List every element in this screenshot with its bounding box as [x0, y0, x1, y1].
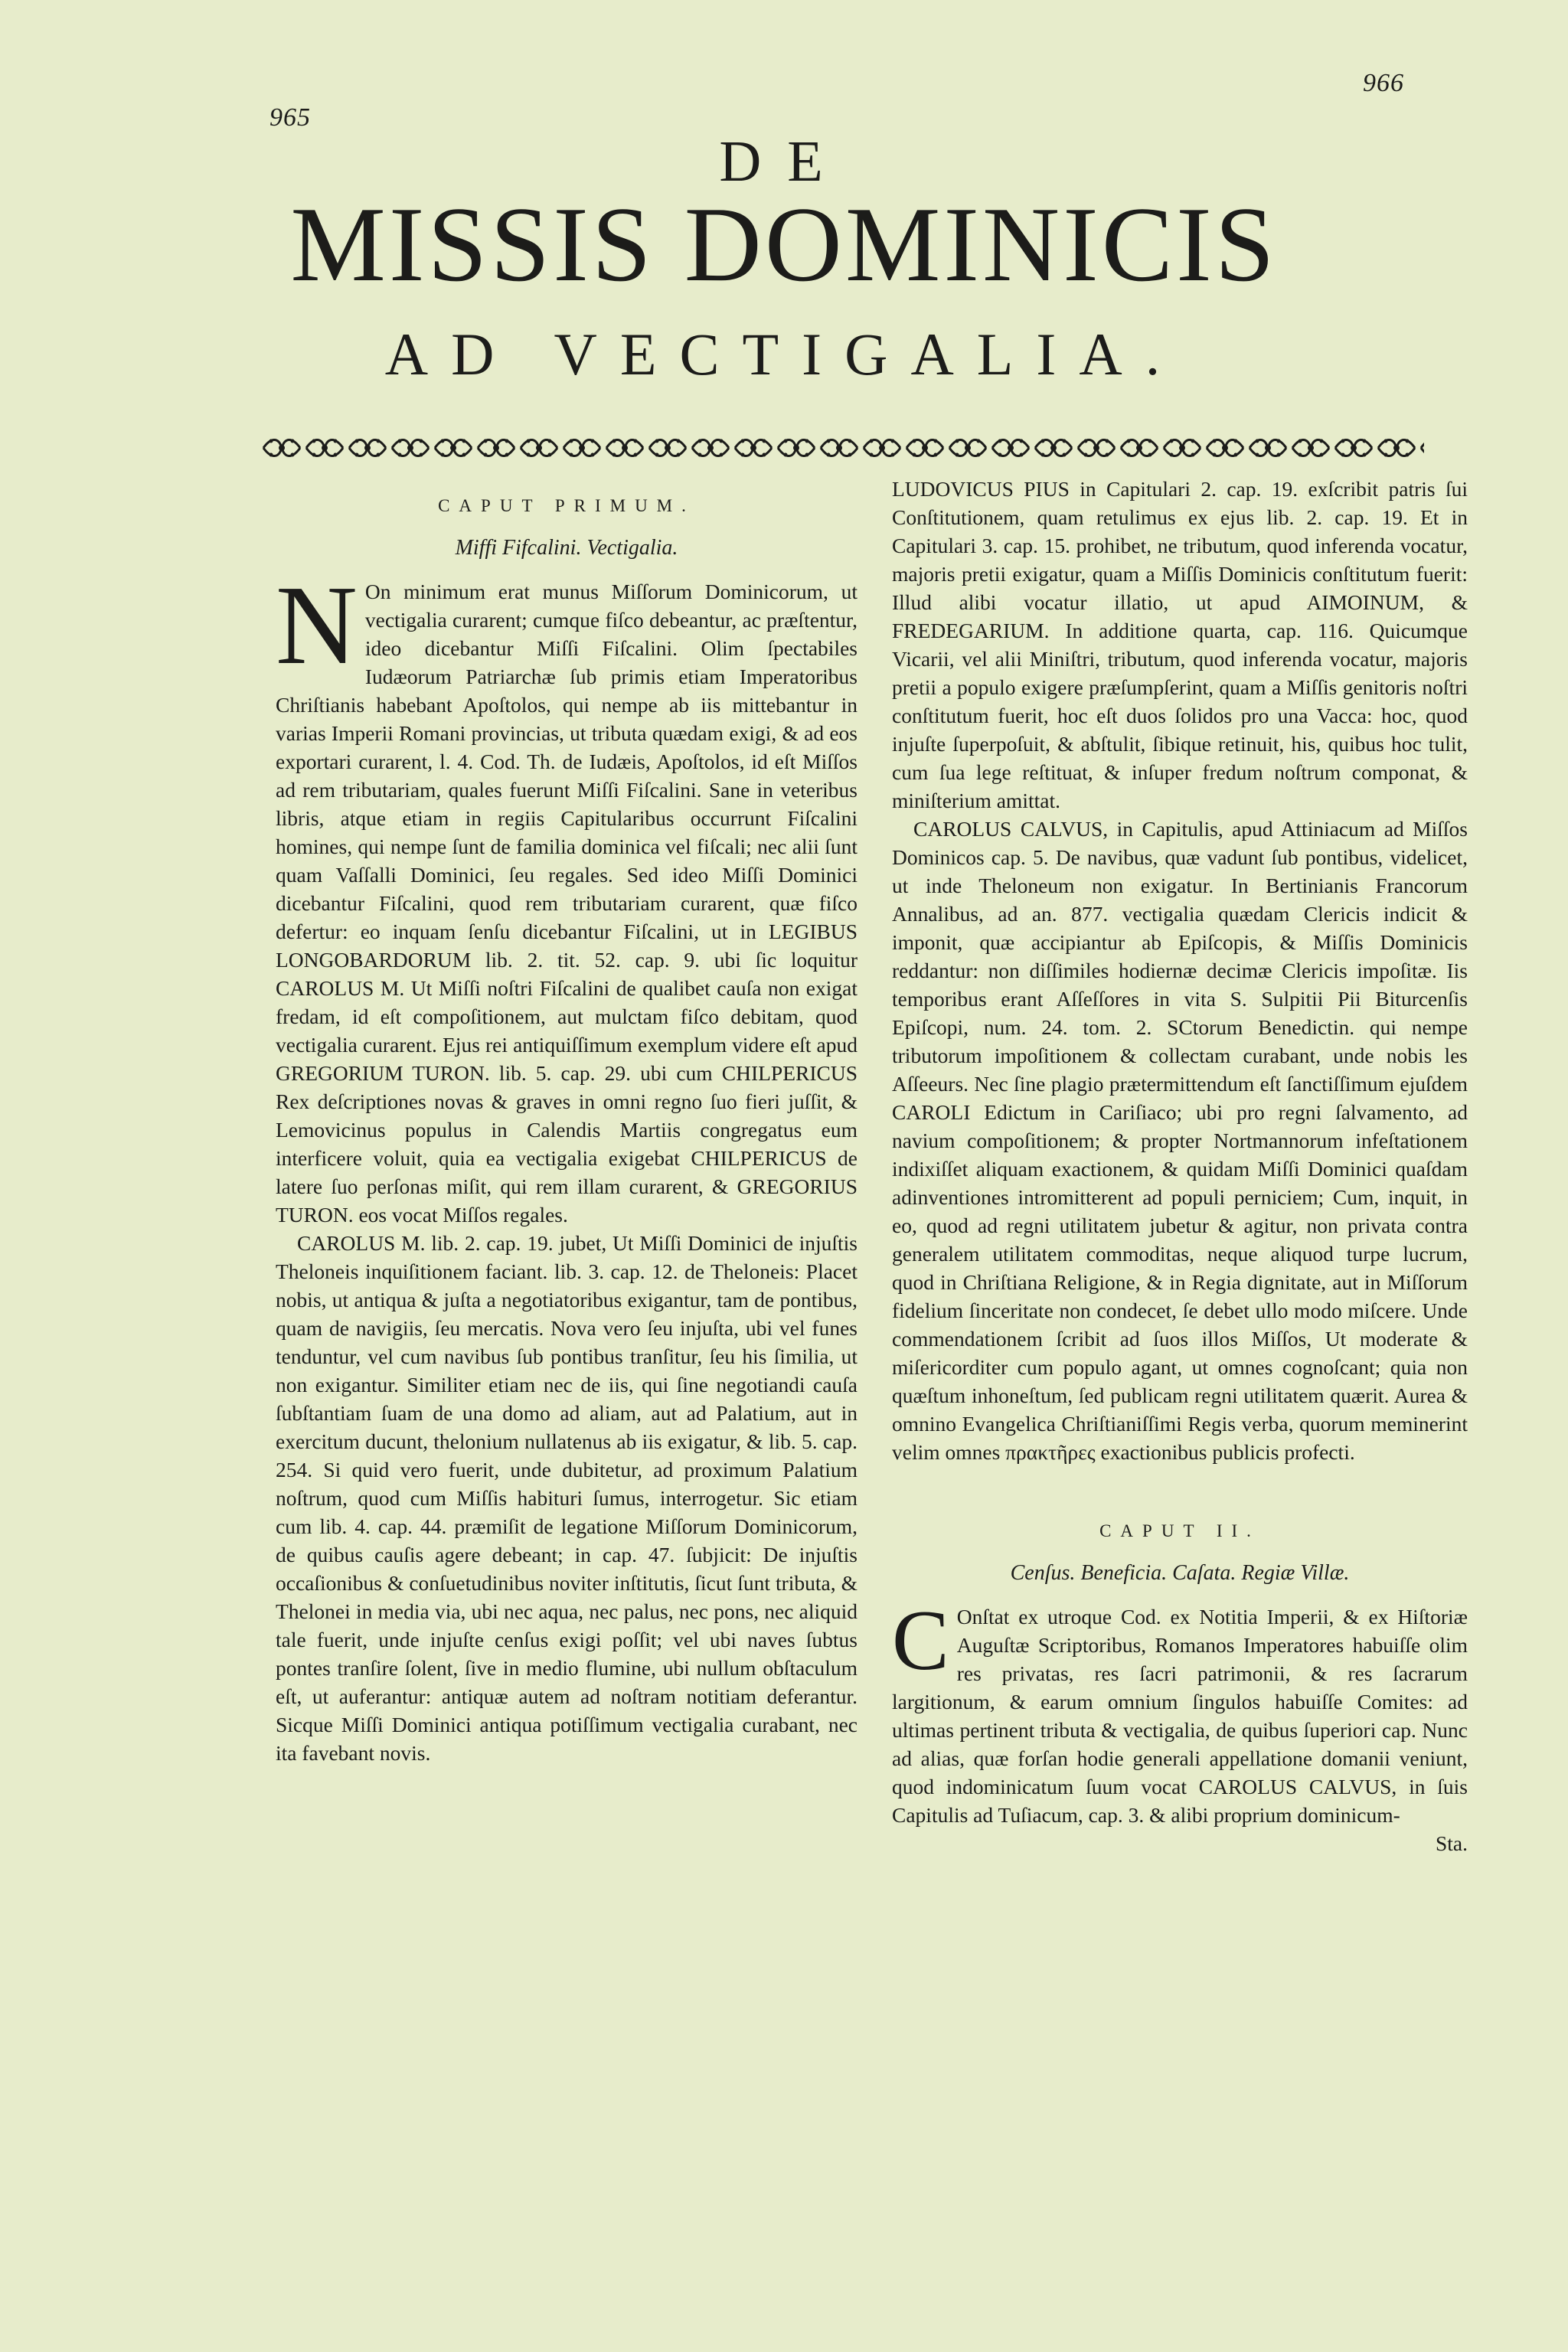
- left-column: [276, 475, 858, 1767]
- chapter-1-paragraph-1-text: On minimum erat munus Miſſorum Dominicorum, ut vectigalia curarent; cumque fiſco debeantur, ac præſtentur, ideo dicebantur Miſſi Fiſcalini. Olim ſpectabiles Iudæorum Patriarchæ ſub primis etiam Imperatoribus Chriſtianis habebant Apoſtolos, qui nempe ab iis mittebantur in varias Imperii Romani provincias, ut tributa quædam exigi, & ad eos exportari curarent, l. 4. Cod. Th. de Iudæis, Apoſtolos, id eſt Miſſos ad rem tributariam, quales fuerunt Miſſi Fiſcalini. Sane in veteribus libris, atque etiam in regiis Capitularibus occurrunt Fiſcalini homines, qui nempe ſunt de familia dominica vel fiſcali; nec alii ſunt quam Vaſſalli Dominici, ſeu regales. Sed ideo Miſſi Dominici dicebantur Fiſcalini, quod rem tributariam curarent, quæ fiſco defertur: eo inquam ſenſu dicebantur Fiſcalini, ut in LEGIBUS LONGOBARDORUM lib. 2. tit. 52. cap. 9. ubi ſic loquitur CAROLUS M. Ut Miſſi noſtri Fiſcalini de qualibet cauſa non exigat fredam, id eſt compoſitionem, aut mulctam fiſco debitam, quod vectigalia curarent. Ejus rei antiquiſſimum exemplum videre eſt apud GREGORIUM TURON. lib. 5. cap. 29. ubi cum CHILPERICUS Rex deſcriptiones novas & graves in omni regno ſuo fieri juſſit, & Lemovicinus populus in Calendis Martiis congregatus eum interficere voluit, quia ea vectigalia exigebat CHILPERICUS de latere ſuo perſonas miſit, qui rem illam curarent, & GREGORIUS TURON. eos vocat Miſſos regales.: [276, 580, 858, 1227]
- chapter-1-paragraph-4: CAROLUS CALVUS, in Capitulis, apud Attiniacum ad Miſſos Dominicos cap. 5. De navibus, quæ vadunt ſub pontibus, videlicet, ut inde Theloneum non exigatur. In Bertinianis Francorum Annalibus, ad an. 877. vectigalia quædam Clericis indicit & imponit, quæ accipiantur ab Epiſcopis, & Miſſis Dominicis reddantur: non diſſimiles hodiernæ decimæ Clericis impoſitæ. Iis temporibus erant Aſſeſſores in vita S. Sulpitii Pii Biturcenſis Epiſcopi, num. 24. tom. 2. SCtorum Benedictin. qui nempe tributorum impoſitionem & collectam curabant, unde nobis les Aſſeeurs. Nec ſine plagio prætermittendum eſt ſanctiſſimum ejuſdem CAROLI Edictum in Cariſiaco; ubi pro regni ſalvamento, ad navium compoſitionem; & propter Nortmannorum infeſtationem indixiſſet aliquam exactionem, & quidam Miſſi Dominici quaſdam adinventiones intromitterent ad populi perniciem; Cum, inquit, in eo, quod ad regni utilitatem jubetur & agitur, non privata contra generalem utilitatem commoditas, neque aliquod turpe lucrum, quod in Chriſtiana Religione, & in Regia dignitate, aut in Miſſorum fidelium ſinceritate non condecet, ſe debet ullo modo miſcere. Unde commendationem ſcribit ad ſuos illos Miſſos, Ut moderate & miſericorditer cum populo agant, ut omnes cognoſcant; quia non quæſtum inhoneſtum, ſed publicam regni utilitatem quærit. Aurea & omnino Evangelica Chriſtianiſſimi Regis verba, quorum meminerint velim omnes πρακτῆρες exactionibus publicis profecti.: [892, 817, 1468, 1464]
- title-line-2: MISSIS DOMINICIS: [290, 185, 1278, 304]
- chapter-1-paragraph-1: [276, 563, 858, 1229]
- title-line-3: AD VECTIGALIA.: [384, 321, 1184, 387]
- chapter-2-subheading: Cenſus. Beneficia. Caſata. Regiæ Villæ.: [1010, 1561, 1350, 1585]
- chapter-1-subheading: Miffi Fifcalini. Vectigalia.: [455, 536, 678, 560]
- page-number-right: 966: [1363, 69, 1404, 97]
- ornamental-border-icon: [260, 433, 1424, 463]
- drop-cap-c: C: [892, 1593, 949, 1688]
- chapter-1-paragraph-3: LUDOVICUS PIUS in Capitulari 2. cap. 19. exſcribit patris ſui Conſtitutionem, quam retulimus ex ejus lib. 2. cap. 19. Et in Capitulari 3. cap. 15. prohibet, ne tributum, quod inferenda vocatur, majoris pretii exigatur, quam a Miſſis Dominicis conſtitutum fuerit: Illud alibi vocatur illatio, ut apud AIMOINUM, & FREDEGARIUM. In additione quarta, cap. 116. Quicumque Vicarii, vel alii Miniſtri, tributum, quod inferenda vocatur, majoris pretii a populo exigere præſumpſerint, quam a Miſſis genitoris noſtri conſtitutum fuerit, hoc eſt duos ſolidos pro una Vacca: hoc, quod injuſte ſuperpoſuit, & abſtulit, ſibique retinuit, his, quibus hoc tulit, cum ſua lege reſtituat, & inſuper fredum noſtrum componat, & miniſterium amittat.: [892, 477, 1468, 812]
- chapter-2-paragraph-1: [892, 1593, 1468, 1829]
- catchword: Sta.: [1435, 1831, 1468, 1855]
- title-line-1: DE: [719, 129, 849, 194]
- chapter-1-paragraph-2: CAROLUS M. lib. 2. cap. 19. jubet, Ut Miſſi Dominici de injuſtis Theloneis inquiſitionem faciant. lib. 3. cap. 12. de Theloneis: Placet nobis, ut antiqua & juſta a negotiatoribus exigantur, tam de pontibus, quam de navigiis, ſeu mercatis. Nova vero ſeu injuſta, ubi vel funes tenduntur, vel cum navibus ſub pontibus tranſitur, ſeu his ſimilia, ut non exigantur. Similiter etiam nec de iis, qui ſine negotiandi cauſa ſubſtantiam ſuam de una domo ad aliam, aut ad Palatium, aut in exercitum ducunt, thelonium nullatenus ab iis exigatur, & lib. 5. cap. 254. Si quid vero fuerit, unde dubitetur, ad proximum Palatium noſtrum, quod cum Miſſis habituri ſumus, interrogetur. Sic etiam cum lib. 4. cap. 44. præmiſit de legatione Miſſorum Dominicorum, de quibus cauſis agere debeant; in cap. 47. ſubjicit: De injuſtis occaſionibus & conſuetudinibus noviter inſtitutis, ſicut ſunt tributa, & Thelonei in media via, ubi nec aqua, nec palus, nec pons, nec aliquid tale fuerit, unde injuſte cenſus exigi poſſit; vel ubi naves ſubtus pontes tranſire ſolent, ſive in medio flumine, ubi nullum obſtaculum eſt, ut auferantur: antiquæ autem ad noſtram notitiam deferantur. Sicque Miſſi Dominici antiqua potiſſimum vectigalia curabant, nec ita favebant novis.: [276, 1231, 858, 1765]
- page-number-left: 965: [270, 103, 311, 132]
- drop-cap-n: N: [276, 563, 358, 688]
- chapter-2-paragraph-1-text: Onſtat ex utroque Cod. ex Notitia Imperii, & ex Hiſtoriæ Auguſtæ Scriptoribus, Romanos Imperatores habuiſſe olim res privatas, res ſacri patrimonii, & res ſacrarum largitionum, & earum omnium ſingulos habuiſſe Comites: ad ultimas pertinent tributa & vectigalia, de quibus ſuperiori cap. Nunc ad alias, quæ forſan hodie generali appellatione domanii veniunt, quod indominicatum ſuum vocat CAROLUS CALVUS, in ſuis Capitulis ad Tuſiacum, cap. 3. & alibi proprium dominicum-: [892, 1605, 1468, 1827]
- chapter-1-heading: CAPUT PRIMUM.: [438, 496, 695, 515]
- right-column: [892, 475, 1468, 1857]
- chapter-2-heading: CAPUT II.: [1099, 1521, 1260, 1540]
